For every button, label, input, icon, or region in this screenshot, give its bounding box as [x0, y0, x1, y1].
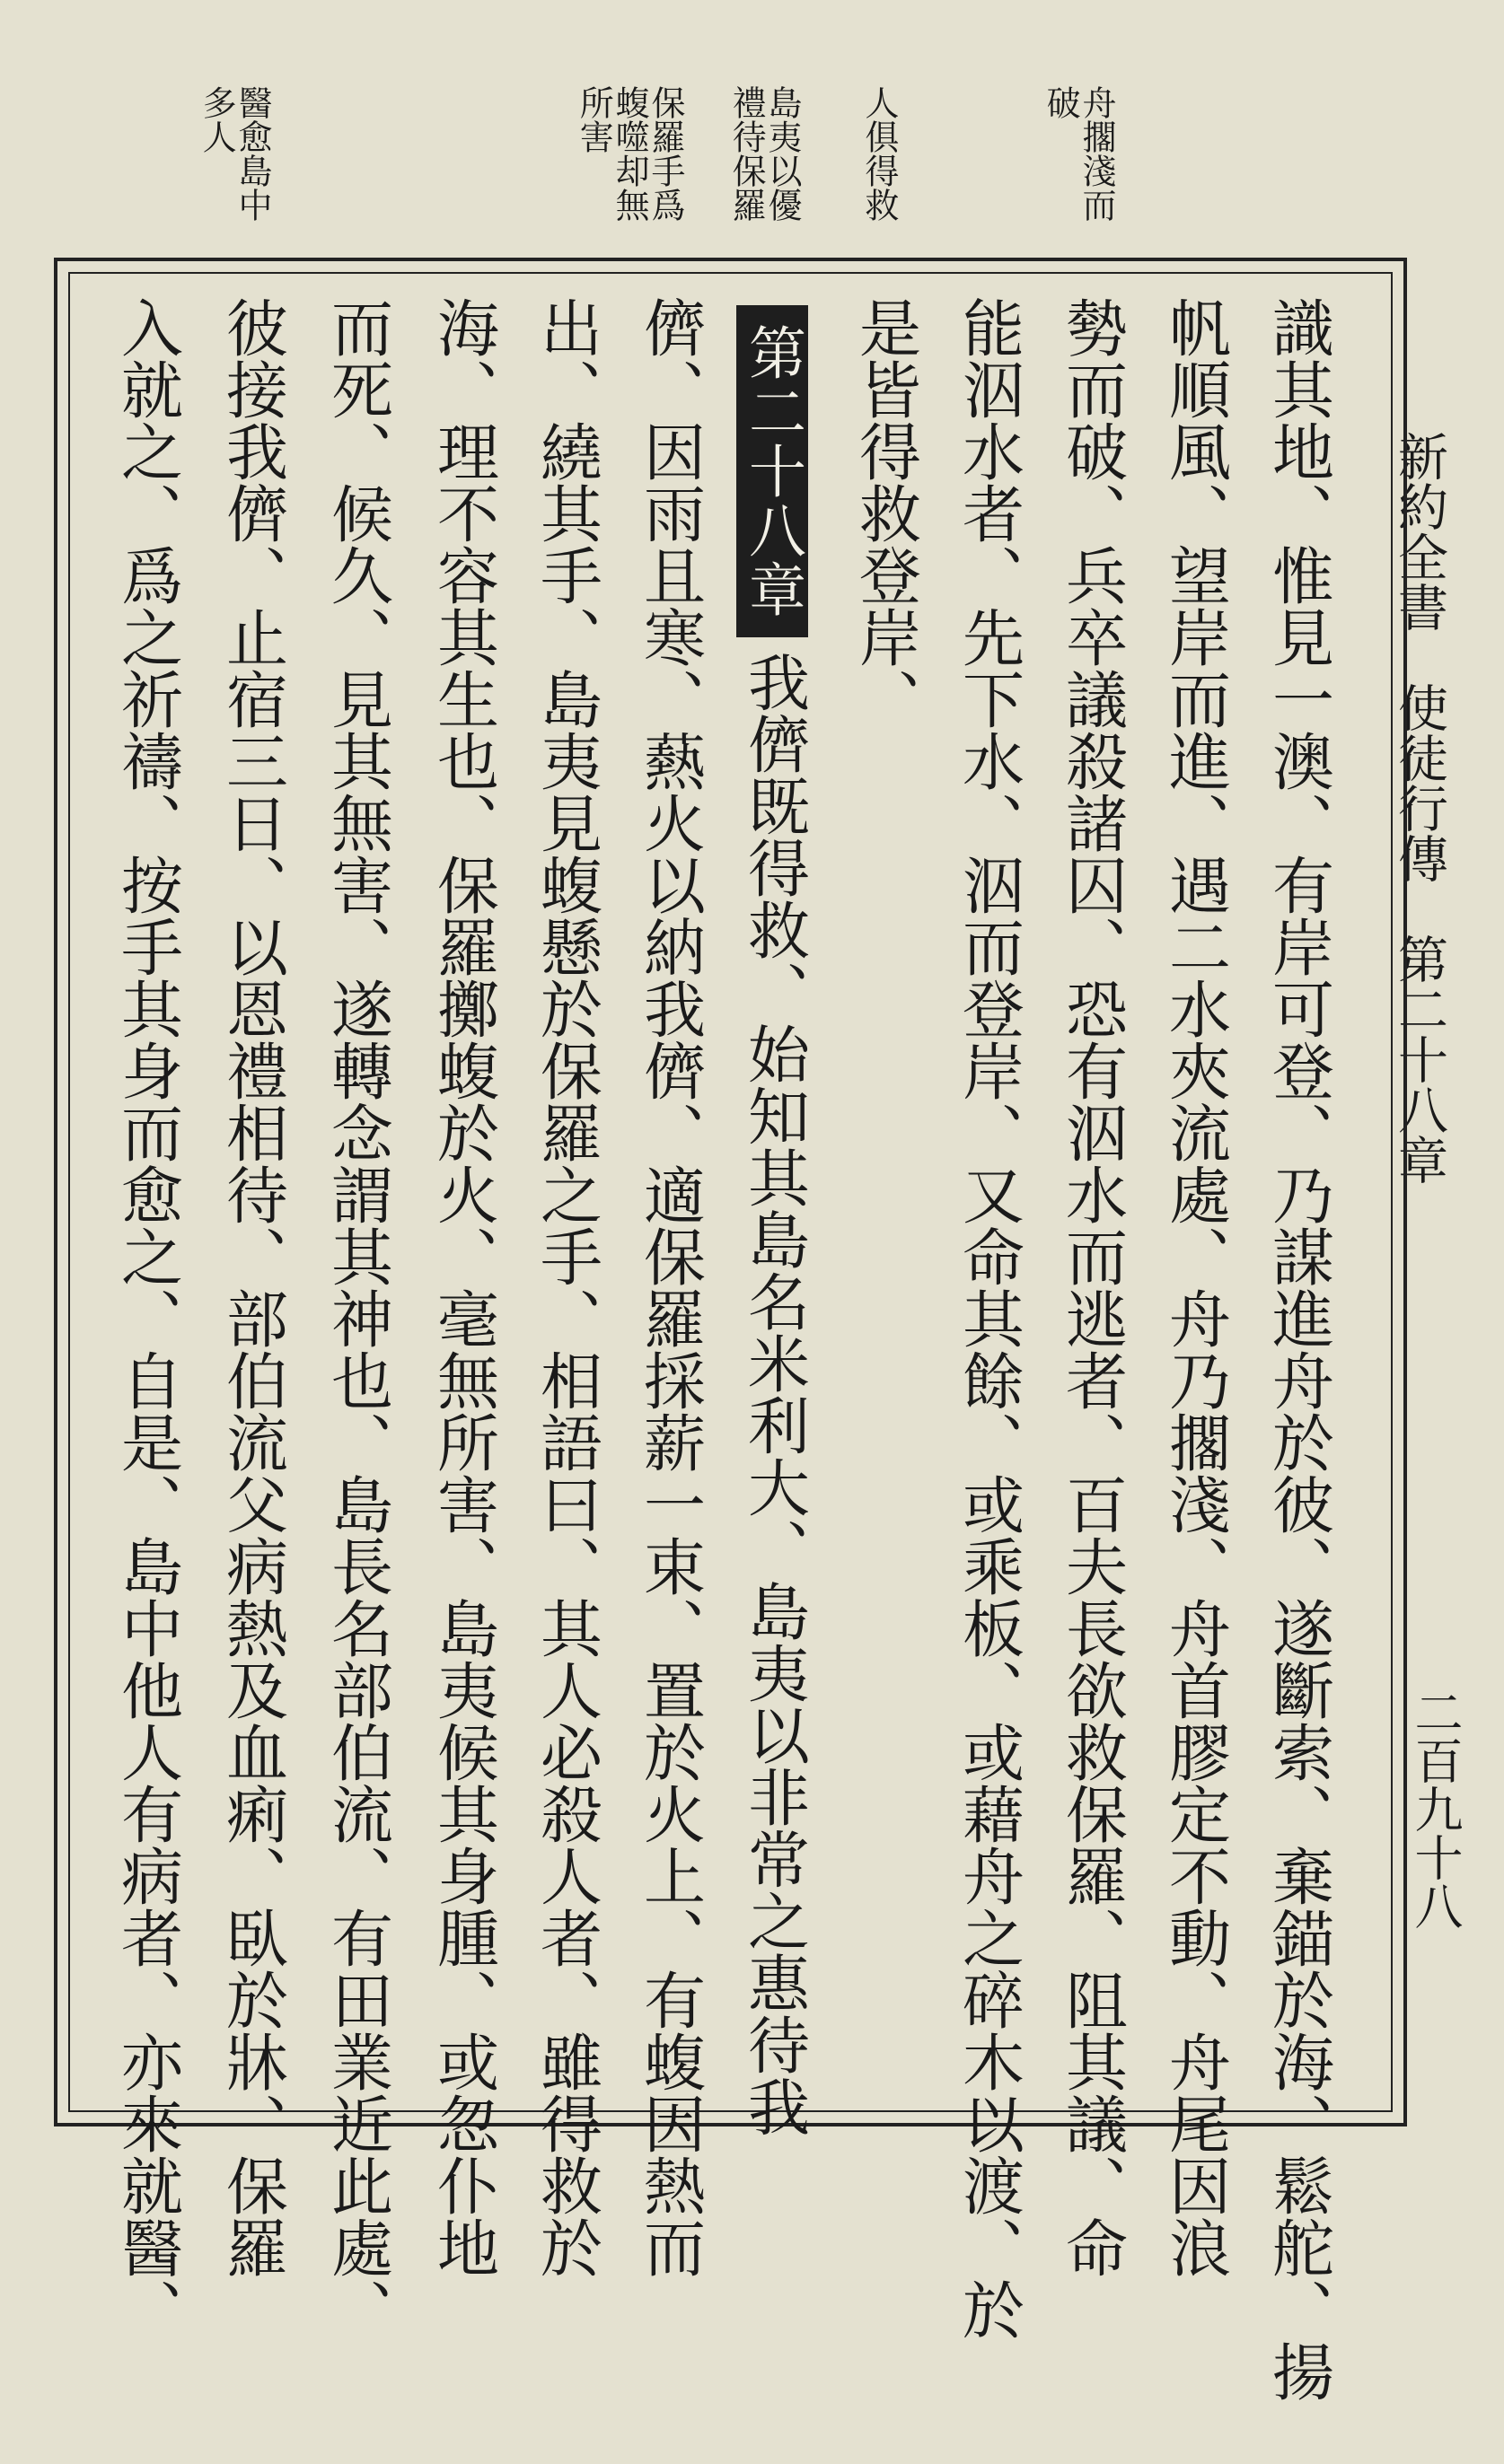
text-column: 儕、因雨且寒、爇火以納我儕、適保羅採薪一束、置於火上、有蝮因熱而 [633, 296, 705, 2278]
running-header: 新約全書 使徒行傳 第二十八章 [1390, 431, 1448, 1185]
text-column: 能泅水者、先下水、泅而登岸、又命其餘、或乘板、或藉舟之碎木以渡、於 [952, 296, 1024, 2340]
text-column: 出、繞其手、島夷見蝮懸於保羅之手、相語曰、其人必殺人者、雖得救於 [530, 296, 602, 2278]
text-column: 彼接我儕、止宿三日、以恩禮相待、部伯流父病熱及血痢、臥於牀、保羅 [215, 296, 287, 2278]
chapter-heading: 第二十八章 [736, 305, 808, 637]
marginal-note: 醫愈島中多人 [197, 85, 272, 222]
marginal-note: 人俱得救 [858, 85, 899, 222]
text-column: 海、理不容其生也、保羅擲蝮於火、毫無所害、島夷候其身腫、或忽仆地 [427, 296, 498, 2278]
text-column: 我儕既得救、始知其島名米利大、島夷以非常之惠待我 [737, 651, 809, 2137]
text-column: 而死、候久、見其無害、遂轉念謂其神也、島長名部伯流、有田業近此處、 [321, 296, 392, 2340]
text-column: 勢而破、兵卒議殺諸囚、恐有泅水而逃者、百夫長欲救保羅、阻其議、命 [1055, 296, 1127, 2278]
marginal-note: 島夷以優禮待保羅 [726, 85, 802, 222]
page-number: 二百九十八 [1407, 1688, 1464, 1930]
text-column: 是皆得救登岸、 [849, 296, 920, 730]
marginal-note: 保羅手爲蝮噬却無所害 [574, 85, 685, 222]
marginal-note: 舟擱淺而破 [1041, 85, 1116, 222]
text-column: 識其地、惟見一澳、有岸可登、乃謀進舟於彼、遂斷索、棄錨於海、鬆舵、揚 [1262, 296, 1333, 2402]
text-column: 入就之、爲之祈禱、按手其身而愈之、自是、島中他人有病者、亦來就醫、 [110, 296, 182, 2340]
text-column: 帆順風、望岸而進、遇二水夾流處、舟乃擱淺、舟首膠定不動、舟尾因浪 [1158, 296, 1230, 2278]
